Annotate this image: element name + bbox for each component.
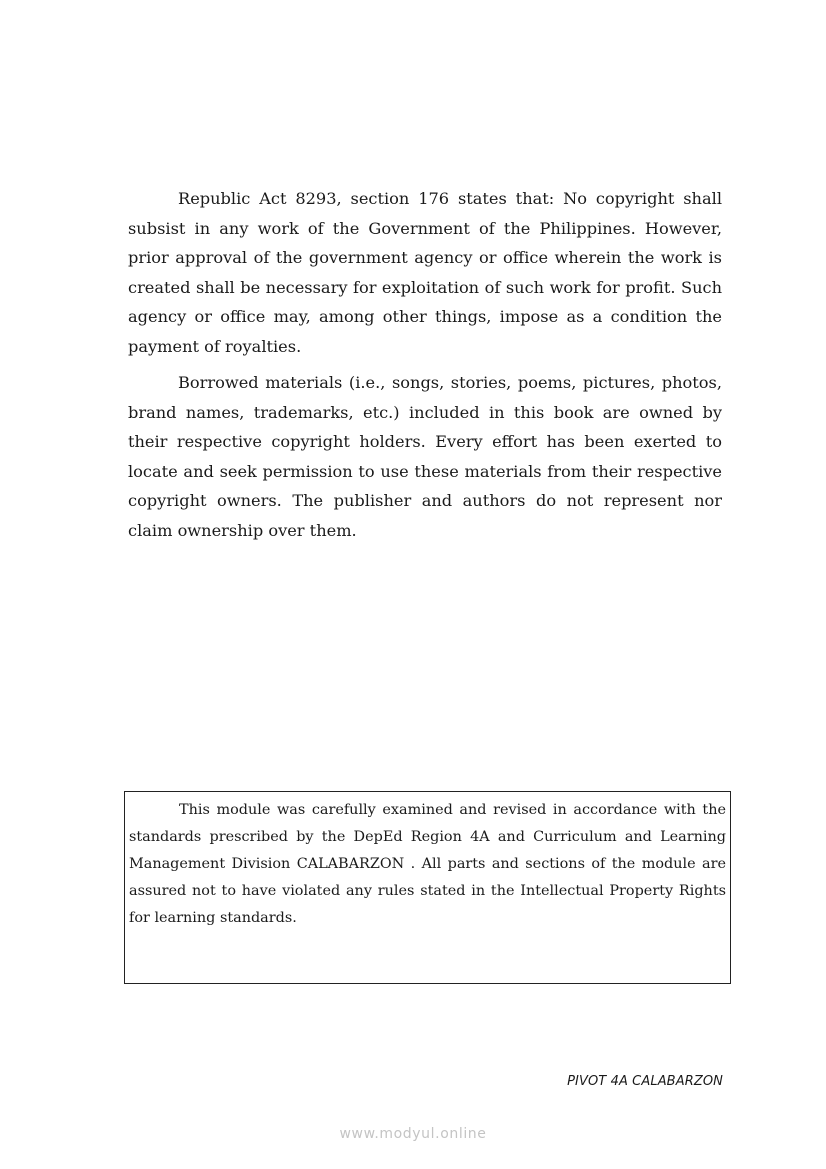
copyright-paragraph-ra8293: Republic Act 8293, section 176 states that: No copyright shall subsist in any work of the Government of the Philippines. However, prior approval of the government agency or office wherein the work is created shall be necessary for exploitation of such work for profit. Such agency or office may, among other things, impose as a condition the payment of royalties. <box>128 189 722 356</box>
module-review-notice-box <box>124 791 731 984</box>
module-review-notice-text: This module was carefully examined and revised in accordance with the standards prescribed by the DepEd Region 4A and Curriculum and Learning Management Division CALABARZON . All parts and sections of the module are assured not to have violated any rules stated in the Intellectual Property Rights for learning standards. <box>129 802 726 926</box>
watermark: www.modyul.online <box>339 1126 487 1142</box>
footer-label: PIVOT 4A CALABARZON <box>567 1074 723 1089</box>
copyright-notice <box>128 184 722 552</box>
copyright-paragraph-borrowed-materials: Borrowed materials (i.e., songs, stories, poems, pictures, photos, brand names, trademarks, etc.) included in this book are owned by their respective copyright holders. Every effort has been exerted to locate and seek permission to use these materials from their respective copyright owners. The publisher and authors do not represent nor claim ownership over them. <box>128 373 722 540</box>
